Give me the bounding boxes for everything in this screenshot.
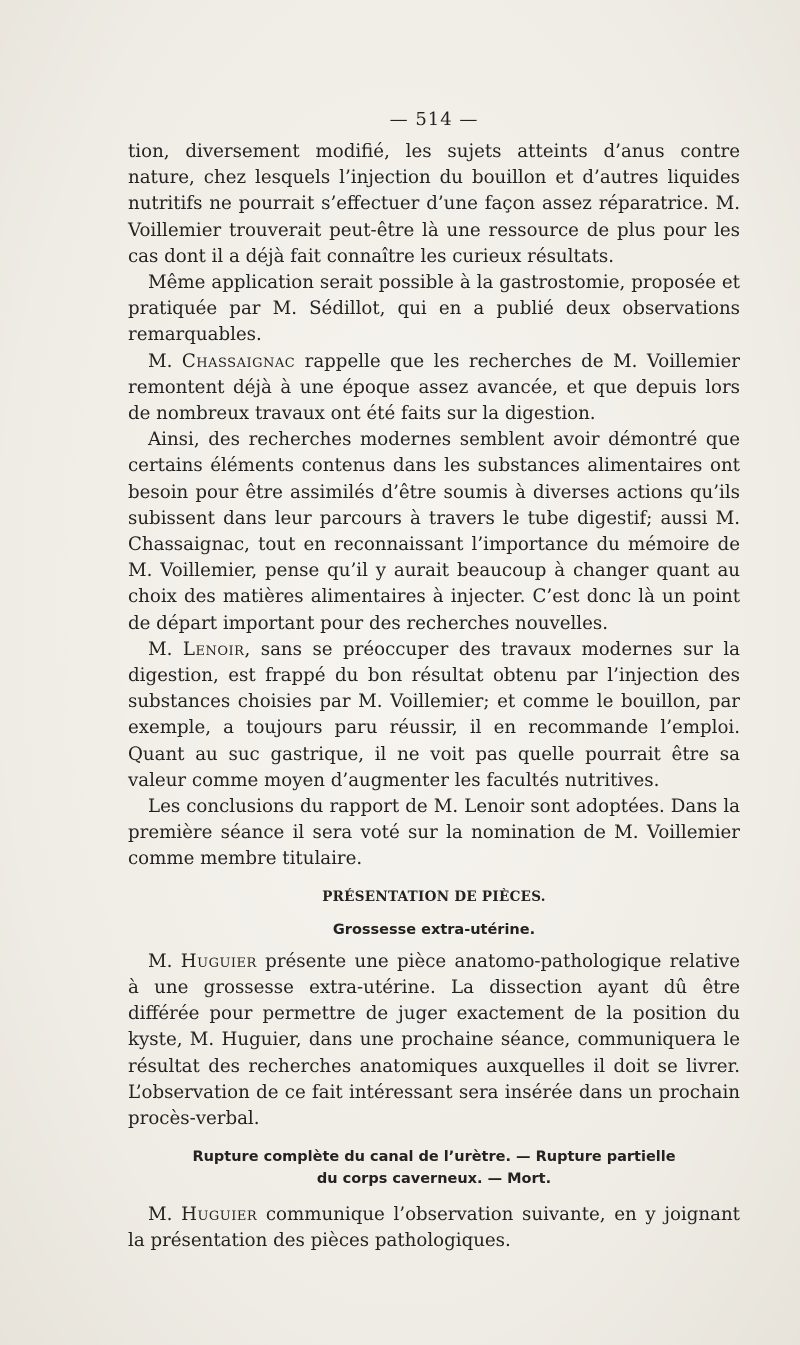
speaker-name: Huguier [181,1204,258,1226]
speaker-prefix: M. [148,638,173,660]
speaker-prefix: M. [148,350,173,372]
subheading-rupture-line-2: du corps caverneux. — Mort. [316,1171,552,1188]
speaker-prefix: M. [148,950,173,972]
speaker-name: Huguier [180,950,257,972]
paragraph-gastrostomie: Même application serait possible à la gastrostomie, proposée et pratiquée par M. Sédillot, qui en a publié deux observations remarquables. [128,272,740,346]
paragraph-huguier-presentation [128,949,740,1132]
page-number: — 514 — [389,109,479,130]
speaker-prefix: M. [148,1204,173,1226]
paragraph-chassaignac [128,349,740,428]
paragraph-text: présente une pièce anatomo-pathologique relative à une grossesse extra-utérine. La dissection ayant dû être différée pour permettre de juger exactement de la position du kyste, M. Huguier, dans une prochaine séance, communiquera le résultat des recherches anatomiques auxquelles il doit se livrer. L’observation de ce fait intéressant sera insérée dans un prochain procès-verbal. [128,950,740,1129]
subheading-rupture [128,1146,740,1190]
paragraph-huguier-observation [128,1202,740,1254]
paragraph-continuation: tion, diversement modifié, les sujets atteints d’anus contre nature, chez lesquels l’injection du bouillon et d’autres liquides nutritifs ne pourrait s’effectuer d’une façon assez réparatrice. M. Voillemier trouverait peut-être là une ressource de plus pour les cas dont il a déjà fait connaître les curieux résultats. [128,141,740,267]
paragraph-recherches-modernes: Ainsi, des recherches modernes semblent avoir démontré que certains éléments contenus dans les substances alimentaires ont besoin pour être assimilés d’être soumis à diverses actions qu’ils subissent dans leur parcours à travers le tube digestif; aussi M. Chassaignac, tout en reconnaissant l’importance du mémoire de M. Voillemier, pense qu’il y aurait beaucoup à changer quant au choix des matières alimentaires à injecter. C’est donc là un point de départ important pour des recherches nouvelles. [128,429,740,634]
subheading-rupture-line-1: Rupture complète du canal de l’urètre. — Rupture partielle [192,1149,676,1166]
paragraph-text: communique l’observation suivante, en y joignant la présentation des pièces pathologiques. [128,1204,740,1252]
text-block [128,105,740,1255]
paragraph-lenoir [128,637,740,794]
speaker-name: Lenoir [182,638,245,660]
paragraph-text: rappelle que les recherches de M. Voillemier remontent déjà à une époque assez avancée, et que depuis lors de nombreux travaux ont été faits sur la digestion. [128,350,740,425]
section-heading: PRÉSENTATION DE PIÈCES. [322,888,546,905]
paragraph-text: , sans se préoccuper des travaux modernes sur la digestion, est frappé du bon résultat obtenu par l’injection des substances choisies par M. Voillemier; et comme le bouillon, par exemple, a toujours paru réussir, il en recommande l’emploi. Quant au suc gastrique, il ne voit pas quelle pourrait être sa valeur comme moyen d’augmenter les facultés nutritives. [128,638,740,791]
speaker-name: Chassaignac [181,350,296,372]
paragraph-conclusions: Les conclusions du rapport de M. Lenoir sont adoptées. Dans la première séance il sera voté sur la nomination de M. Voillemier comme membre titulaire. [128,796,740,870]
subheading-grossesse: Grossesse extra-utérine. [332,921,536,938]
